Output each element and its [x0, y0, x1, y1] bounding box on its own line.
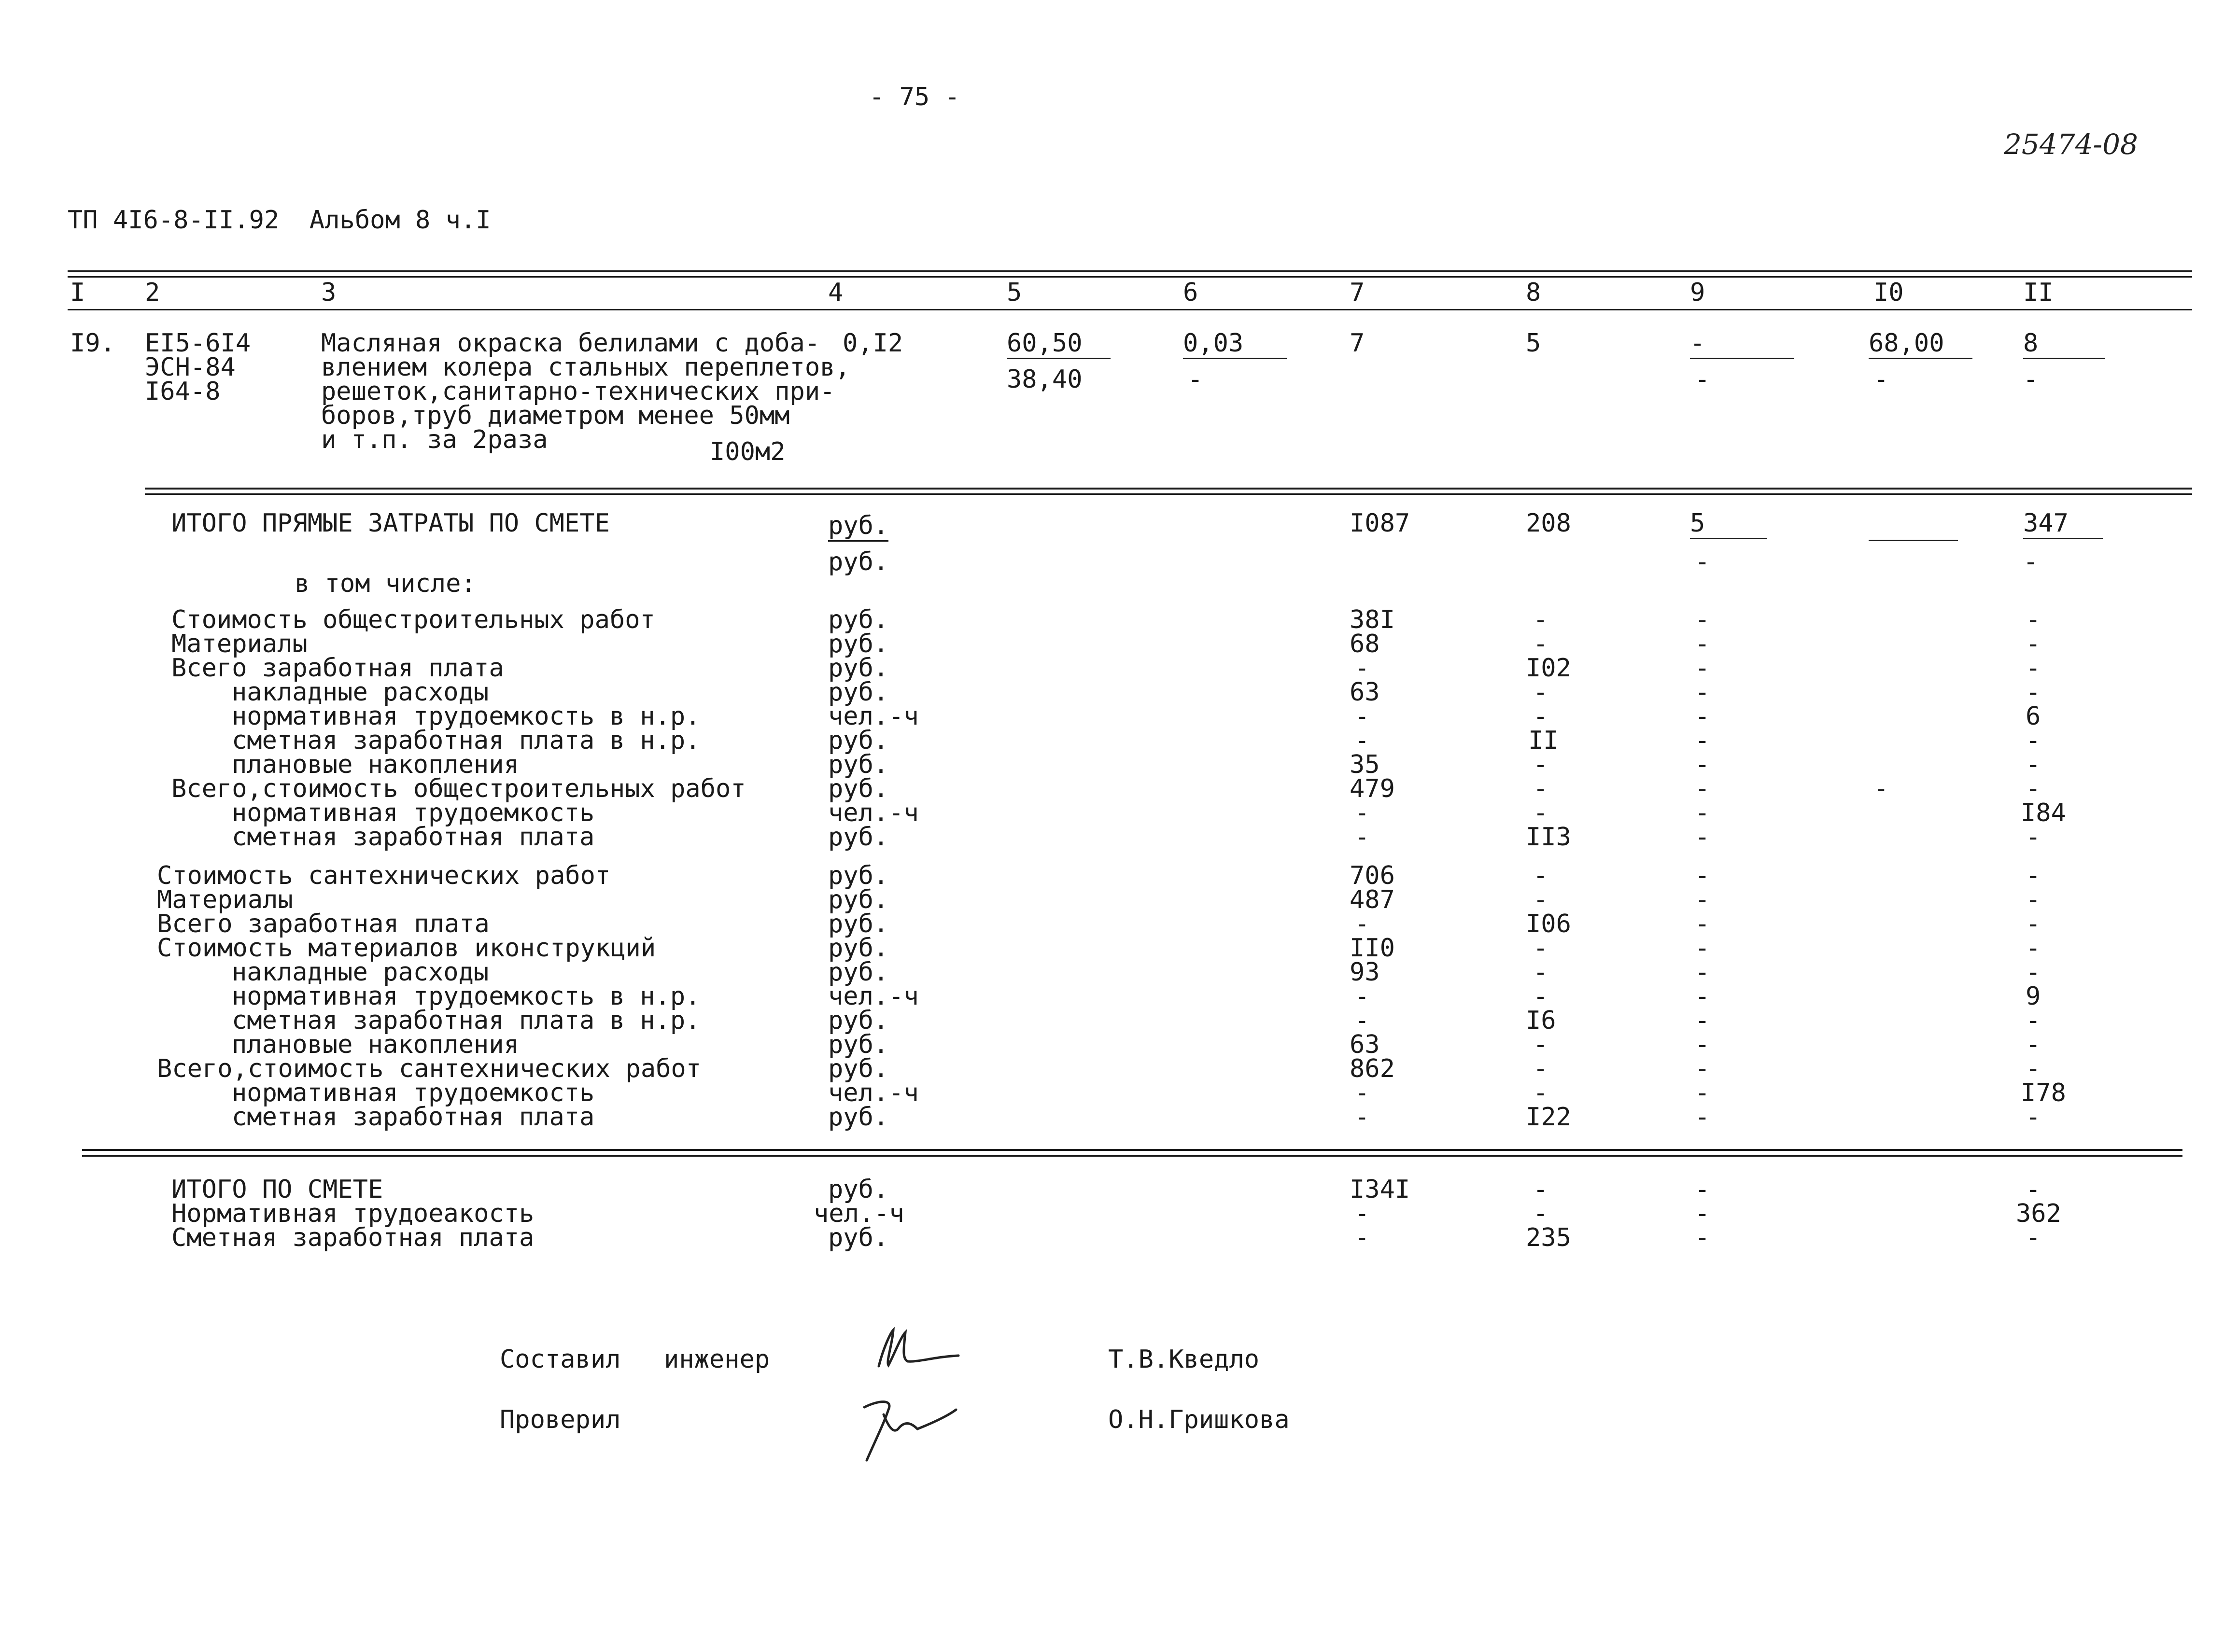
rowb-4-col7: 93: [1350, 958, 1380, 987]
item-col5-top: 60,50: [1007, 331, 1111, 359]
rowb-6-col9: -: [1695, 1006, 1710, 1035]
rowa-3-col11: -: [2026, 678, 2041, 707]
item-col6-bottom: -: [1188, 365, 1203, 394]
checked-name: О.Н.Гришкова: [1108, 1405, 1290, 1434]
item-desc-line-5: и т.п. за 2раза: [321, 425, 548, 454]
item-col9-top: -: [1690, 331, 1794, 359]
total-wages-col7: -: [1354, 1223, 1370, 1252]
item-desc-line-4: боров,труб диаметром менее 50мм: [321, 401, 790, 430]
total-wages-label: Сметная заработная плата: [171, 1223, 535, 1252]
item-col9-bottom: -: [1695, 365, 1710, 394]
rowb-4-col8: -: [1533, 958, 1548, 987]
rowa-8-col8: -: [1533, 798, 1548, 827]
rowa-3-col8: -: [1533, 678, 1548, 707]
col-header-7: 7: [1350, 278, 1365, 307]
rowb-7-col7: 63: [1350, 1030, 1380, 1059]
item-code-1: EI5-6I4: [145, 329, 251, 358]
rowa-1-col11: -: [2026, 630, 2041, 658]
rowb-0-col8: -: [1533, 861, 1548, 890]
rowa-6-unit: руб.: [828, 750, 889, 779]
rowb-0-col11: -: [2026, 861, 2041, 890]
item-separator-rule-2: [145, 493, 2192, 495]
rowa-3-label: накладные расходы: [232, 678, 489, 707]
rowb-8-col7: 862: [1350, 1054, 1395, 1083]
rowb-1-unit: руб.: [828, 885, 889, 914]
rowa-1-unit: руб.: [828, 630, 889, 658]
item-separator-rule-1: [145, 488, 2192, 490]
rowb-7-col9: -: [1695, 1030, 1710, 1059]
direct-totals-unit-2: руб.: [828, 547, 889, 576]
grand-total-unit: руб.: [828, 1175, 889, 1204]
direct-totals-col11-top: 347: [2023, 511, 2103, 539]
rowa-6-col11: -: [2026, 750, 2041, 779]
rowb-3-col7: II0: [1350, 934, 1395, 963]
rowb-10-col11: -: [2026, 1103, 2041, 1132]
col-header-4: 4: [828, 278, 844, 307]
rowa-4-col11: 6: [2026, 702, 2041, 731]
rowb-10-col9: -: [1695, 1103, 1710, 1132]
item-desc-line-1: Масляная окраска белилами с доба-: [321, 329, 820, 358]
rowb-1-col9: -: [1695, 885, 1710, 914]
direct-totals-unit-1: руб.: [828, 513, 888, 542]
item-code-2: ЭСН-84: [145, 353, 236, 382]
rowa-2-unit: руб.: [828, 654, 889, 683]
item-col8: 5: [1526, 329, 1541, 358]
rowa-5-label: сметная заработная плата в н.р.: [232, 726, 701, 755]
composed-label: Составил: [500, 1345, 621, 1374]
rowa-1-col7: 68: [1350, 630, 1380, 658]
rowb-3-col8: -: [1533, 934, 1548, 963]
rowa-9-unit: руб.: [828, 823, 889, 852]
rowa-9-col11: -: [2026, 823, 2041, 852]
rowb-7-col11: -: [2026, 1030, 2041, 1059]
item-col10-bottom: -: [1873, 365, 1889, 394]
rowa-9-label: сметная заработная плата: [232, 823, 595, 852]
table-top-rule-2: [68, 276, 2192, 278]
rowa-5-col11: -: [2026, 726, 2041, 755]
rowb-4-col11: -: [2026, 958, 2041, 987]
rowa-9-col8: II3: [1526, 823, 1571, 852]
item-col6-top: 0,03: [1183, 331, 1287, 359]
rowb-6-unit: руб.: [828, 1006, 889, 1035]
item-unit: I00м2: [710, 437, 786, 466]
rowa-7-col7: 479: [1350, 774, 1395, 803]
composed-signature: [864, 1323, 971, 1381]
rowa-3-col7: 63: [1350, 678, 1380, 707]
rowa-0-col11: -: [2026, 605, 2041, 634]
rowb-2-col7: -: [1354, 910, 1370, 938]
rowb-5-col8: -: [1533, 982, 1548, 1011]
rowa-4-col8: -: [1533, 702, 1548, 731]
rowb-0-unit: руб.: [828, 861, 889, 890]
rowa-4-unit: чел.-ч: [828, 702, 919, 731]
rowa-0-col8: -: [1533, 605, 1548, 634]
col-header-3: 3: [321, 278, 337, 307]
col-header-10: I0: [1873, 278, 1904, 307]
rowb-0-col9: -: [1695, 861, 1710, 890]
rowa-0-label: Стоимость общестроительных работ: [171, 605, 655, 634]
rowa-7-col9: -: [1695, 774, 1710, 803]
rowb-9-unit: чел.-ч: [828, 1078, 919, 1107]
rowa-5-col7: -: [1354, 726, 1370, 755]
total-wages-col11: -: [2026, 1223, 2041, 1252]
rowb-4-col9: -: [1695, 958, 1710, 987]
direct-totals-col9-bottom: -: [1695, 547, 1710, 576]
rowa-0-col7: 38I: [1350, 605, 1395, 634]
total-labor-unit: чел.-ч: [814, 1199, 904, 1228]
header-bottom-rule: [68, 309, 2192, 310]
rowb-3-col11: -: [2026, 934, 2041, 963]
rowb-6-label: сметная заработная плата в н.р.: [232, 1006, 701, 1035]
document-title: ТП 4I6-8-II.92 Альбом 8 ч.I: [68, 206, 491, 235]
rowb-6-col8: I6: [1526, 1006, 1556, 1035]
rowa-2-col11: -: [2026, 654, 2041, 683]
item-col5-bottom: 38,40: [1007, 365, 1083, 394]
item-col7: 7: [1350, 329, 1365, 358]
rowb-3-col9: -: [1695, 934, 1710, 963]
rowa-9-col7: -: [1354, 823, 1370, 852]
item-code-3: I64-8: [145, 377, 221, 406]
col-header-11: II: [2023, 278, 2054, 307]
rowa-6-col9: -: [1695, 750, 1710, 779]
item-quantity: 0,I2: [843, 329, 903, 358]
rowa-6-label: плановые накопления: [232, 750, 519, 779]
totals-separator-rule-1: [82, 1149, 2182, 1151]
composed-name: Т.В.Кведло: [1108, 1345, 1260, 1374]
item-desc-line-2: влением колера стальных переплетов,: [321, 353, 850, 382]
rowb-5-unit: чел.-ч: [828, 982, 919, 1011]
rowb-10-label: сметная заработная плата: [232, 1103, 595, 1132]
grand-total-col7: I34I: [1350, 1175, 1410, 1204]
col-header-8: 8: [1526, 278, 1541, 307]
col-header-6: 6: [1183, 278, 1198, 307]
rowa-7-col8: -: [1533, 774, 1548, 803]
rowb-2-col9: -: [1695, 910, 1710, 938]
rowb-5-col11: 9: [2026, 982, 2041, 1011]
grand-total-label: ИТОГО ПО СМЕТЕ: [171, 1175, 383, 1204]
rowb-9-col8: -: [1533, 1078, 1548, 1107]
item-number: I9.: [70, 329, 115, 358]
total-wages-unit: руб.: [828, 1223, 889, 1252]
direct-totals-col10-rule: [1869, 540, 1958, 541]
item-col10-top: 68,00: [1869, 331, 1972, 359]
rowa-6-col7: 35: [1350, 750, 1380, 779]
rowa-6-col8: -: [1533, 750, 1548, 779]
grand-total-col8: -: [1533, 1175, 1548, 1204]
including-subheading: в том числе:: [295, 569, 476, 598]
rowa-4-col9: -: [1695, 702, 1710, 731]
rowb-9-col9: -: [1695, 1078, 1710, 1107]
rowb-7-col8: -: [1533, 1030, 1548, 1059]
total-labor-col11: 362: [2016, 1199, 2061, 1228]
rowa-7-label: Всего,стоимость общестроительных работ: [171, 774, 746, 803]
col-header-5: 5: [1007, 278, 1022, 307]
rowb-1-col8: -: [1533, 885, 1548, 914]
rowb-0-label: Стоимость сантехнических работ: [157, 861, 611, 890]
rowb-0-col7: 706: [1350, 861, 1395, 890]
rowa-4-label: нормативная трудоемкость в н.р.: [232, 702, 701, 731]
rowa-2-col9: -: [1695, 654, 1710, 683]
rowa-8-label: нормативная трудоемкость: [232, 798, 595, 827]
rowb-2-label: Всего заработная плата: [157, 910, 490, 938]
rowb-8-col9: -: [1695, 1054, 1710, 1083]
rowb-1-col11: -: [2026, 885, 2041, 914]
rowa-1-label: Материалы: [171, 630, 308, 658]
grand-total-col9: -: [1695, 1175, 1710, 1204]
rowb-5-label: нормативная трудоемкость в н.р.: [232, 982, 701, 1011]
rowb-9-col7: -: [1354, 1078, 1370, 1107]
rowb-7-label: плановые накопления: [232, 1030, 519, 1059]
document-number: 25474-08: [2004, 128, 2138, 161]
rowa-3-unit: руб.: [828, 678, 889, 707]
checked-signature: [845, 1381, 971, 1468]
total-labor-col9: -: [1695, 1199, 1710, 1228]
rowb-5-col9: -: [1695, 982, 1710, 1011]
table-top-rule-1: [68, 270, 2192, 272]
total-labor-label: Нормативная трудоеакость: [171, 1199, 535, 1228]
col-header-9: 9: [1690, 278, 1705, 307]
rowb-1-label: Материалы: [157, 885, 293, 914]
col-header-2: 2: [145, 278, 160, 307]
rowb-3-label: Стоимость материалов иконструкций: [157, 934, 656, 963]
rowa-7-col10: -: [1873, 774, 1889, 803]
page-number: - 75 -: [869, 83, 960, 112]
rowb-4-unit: руб.: [828, 958, 889, 987]
direct-totals-col7: I087: [1350, 509, 1410, 538]
checked-label: Проверил: [500, 1405, 621, 1434]
rowb-9-col11: I78: [2021, 1078, 2066, 1107]
rowa-8-col11: I84: [2021, 798, 2066, 827]
rowb-8-col11: -: [2026, 1054, 2041, 1083]
direct-totals-col9-top: 5: [1690, 511, 1767, 539]
rowb-2-col11: -: [2026, 910, 2041, 938]
direct-totals-col11-bottom: -: [2023, 547, 2039, 576]
rowb-5-col7: -: [1354, 982, 1370, 1011]
rowb-6-col7: -: [1354, 1006, 1370, 1035]
total-labor-col7: -: [1354, 1199, 1370, 1228]
rowb-8-label: Всего,стоимость сантехнических работ: [157, 1054, 702, 1083]
total-labor-col8: -: [1533, 1199, 1548, 1228]
rowb-9-label: нормативная трудоемкость: [232, 1078, 595, 1107]
rowb-8-unit: руб.: [828, 1054, 889, 1083]
rowb-2-unit: руб.: [828, 910, 889, 938]
rowa-2-col8: I02: [1526, 654, 1571, 683]
rowa-2-label: Всего заработная плата: [171, 654, 504, 683]
rowa-9-col9: -: [1695, 823, 1710, 852]
rowa-8-col7: -: [1354, 798, 1370, 827]
totals-separator-rule-2: [82, 1155, 2182, 1157]
rowa-7-unit: руб.: [828, 774, 889, 803]
rowb-8-col8: -: [1533, 1054, 1548, 1083]
rowb-10-col8: I22: [1526, 1103, 1571, 1132]
rowa-5-col8: II: [1528, 726, 1559, 755]
total-wages-col9: -: [1695, 1223, 1710, 1252]
grand-total-col11: -: [2026, 1175, 2041, 1204]
rowb-10-col7: -: [1354, 1103, 1370, 1132]
rowa-5-col9: -: [1695, 726, 1710, 755]
rowa-8-col9: -: [1695, 798, 1710, 827]
composed-role: инженер: [664, 1345, 770, 1374]
rowa-5-unit: руб.: [828, 726, 889, 755]
item-col11-bottom: -: [2023, 365, 2039, 394]
total-wages-col8: 235: [1526, 1223, 1571, 1252]
rowb-10-unit: руб.: [828, 1103, 889, 1132]
rowa-2-col7: -: [1354, 654, 1370, 683]
rowa-4-col7: -: [1354, 702, 1370, 731]
rowa-7-col11: -: [2026, 774, 2041, 803]
rowb-2-col8: I06: [1526, 910, 1571, 938]
rowa-0-col9: -: [1695, 605, 1710, 634]
direct-totals-label: ИТОГО ПРЯМЫЕ ЗАТРАТЫ ПО СМЕТЕ: [171, 509, 610, 538]
rowa-8-unit: чел.-ч: [828, 798, 919, 827]
rowb-3-unit: руб.: [828, 934, 889, 963]
rowb-6-col11: -: [2026, 1006, 2041, 1035]
rowa-1-col8: -: [1533, 630, 1548, 658]
rowa-3-col9: -: [1695, 678, 1710, 707]
item-desc-line-3: решеток,санитарно-технических при-: [321, 377, 835, 406]
rowa-0-unit: руб.: [828, 605, 889, 634]
rowb-1-col7: 487: [1350, 885, 1395, 914]
direct-totals-col8: 208: [1526, 509, 1571, 538]
item-col11-top: 8: [2023, 331, 2105, 359]
rowb-4-label: накладные расходы: [232, 958, 489, 987]
col-header-1: I: [70, 278, 85, 307]
rowb-7-unit: руб.: [828, 1030, 889, 1059]
rowa-1-col9: -: [1695, 630, 1710, 658]
